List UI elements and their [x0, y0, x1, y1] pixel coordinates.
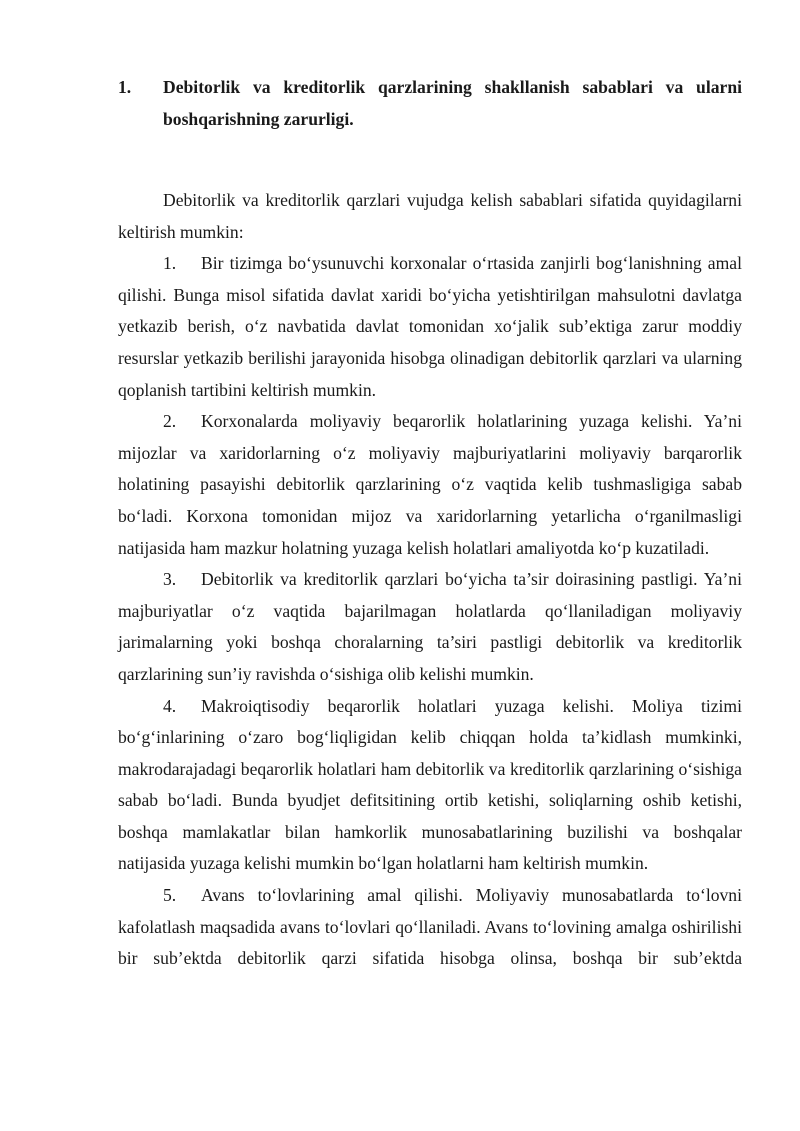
document-page — [118, 72, 742, 975]
list-item-number: 5. — [163, 885, 177, 906]
section-number: 1. — [118, 77, 132, 97]
list-item-5 — [118, 880, 742, 975]
spacer — [118, 135, 742, 185]
list-item-number: 3. — [163, 569, 177, 590]
list-item-4 — [118, 691, 742, 881]
list-item-number: 2. — [163, 411, 177, 432]
list-item-number: 1. — [163, 253, 177, 274]
list-item-2 — [118, 406, 742, 564]
list-item-text: Makroiqtisodiy beqarorlik holatlari yuzaga kelishi. Moliya tizimi bo‘g‘inlarining o‘zaro bog‘liqligidan kelib chiqqan holda ta’kidlash mumkinki, makrodarajadagi beqarorlik holatlari ham debitorlik va kreditorlik qarzlarining o‘sishiga sabab bo‘ladi. Bunda byudjet defitsitining ortib ketishi, soliqlarning oshib ketishi, boshqa mamlakatlar bilan hamkorlik munosabatlarining buzilishi va boshqalar natijasida yuzaga kelishi mumkin bo‘lgan holatlarni ham keltirish mumkin. — [118, 695, 742, 874]
list-item-1 — [118, 248, 742, 406]
list-item-text: Bir tizimga bo‘ysunuvchi korxonalar o‘rtasida zanjirli bog‘lanishning amal qilishi. Bunga misol sifatida davlat xaridi bo‘yicha yetishtirilgan mahsulotni davlatga yetkazib berish, o‘z navbatida davlat tomonidan xo‘jalik sub’ektiga zarur moddiy resurslar yetkazib berilishi jarayonida hisobga olinadigan debitorlik qarzlari va ularning qoplanish tartibini keltirish mumkin. — [118, 253, 742, 400]
intro-paragraph: Debitorlik va kreditorlik qarzlari vujudga kelish sabablari sifatida quyidagilarni keltirish mumkin: — [118, 190, 742, 242]
section-title: Debitorlik va kreditorlik qarzlarining shakllanish sabablari va ularni boshqarishning zarurligi. — [163, 77, 742, 129]
list-item-3 — [118, 564, 742, 690]
list-item-number: 4. — [163, 695, 177, 716]
list-item-text: Korxonalarda moliyaviy beqarorlik holatlarining yuzaga kelishi. Ya’ni mijozlar va xaridorlarning o‘z moliyaviy majburiyatlarini moliyaviy barqarorlik holatining pasayishi debitorlik qarzlarining o‘z vaqtida kelib tushmasligiga sabab bo‘ladi. Korxona tomonidan mijoz va xaridorlarning yetarlicha o‘rganilmasligi natijasida ham mazkur holatning yuzaga kelish holatlari amaliyotda ko‘p kuzatiladi. — [118, 411, 742, 558]
section-heading — [118, 72, 742, 135]
list-item-text: Debitorlik va kreditorlik qarzlari bo‘yicha ta’sir doirasining pastligi. Ya’ni majburiyatlar o‘z vaqtida bajarilmagan holatlarda qo‘llaniladigan moliyaviy jarimalarning yoki boshqa choralarning ta’siri pastligi debitorlik va kreditorlik qarzlarining sun’iy ravishda o‘sishiga olib kelishi mumkin. — [118, 569, 742, 684]
list-item-text: Avans to‘lovlarining amal qilishi. Moliyaviy munosabatlarda to‘lovni kafolatlash maqsadida avans to‘lovlari qo‘llaniladi. Avans to‘lovining amalga oshirilishi bir sub’ektda debitorlik qarzi sifatida hisobga olinsa, boshqa bir sub’ektda — [118, 885, 742, 969]
